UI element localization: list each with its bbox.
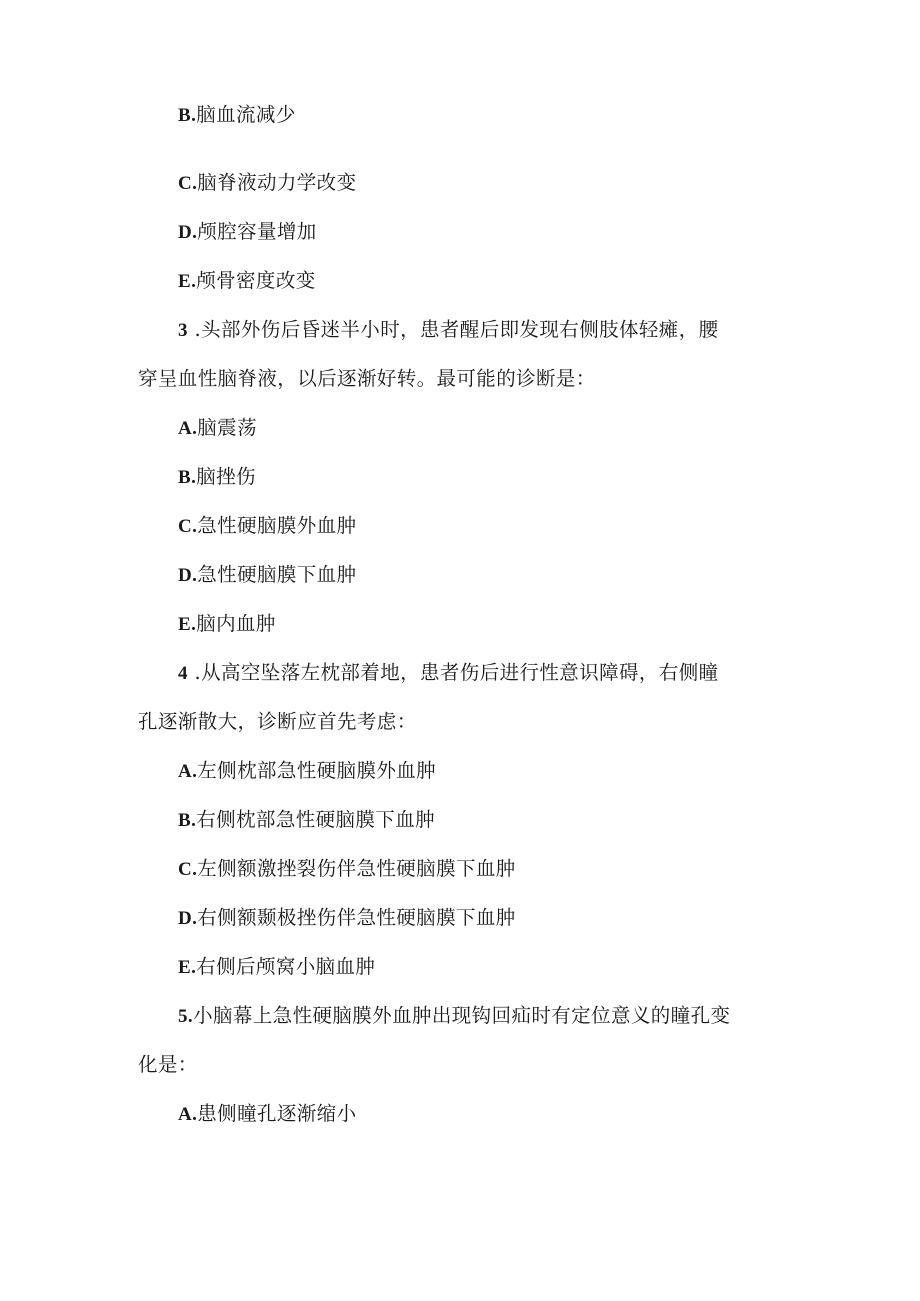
option-text: 颅骨密度改变 [196,269,316,292]
q3-option-d [178,562,356,589]
q3-option-b [178,464,256,491]
option-letter: A. [178,761,198,782]
q3-stem-line1 [178,317,719,344]
option-letter: E. [178,271,197,292]
q4-option-e [178,954,375,981]
option-text: 急性硬脑膜下血肿 [197,563,357,586]
option-text: 脑挫伤 [196,465,256,488]
question-number: 4 [178,663,188,684]
question-text: .头部外伤后昏迷半小时，患者醒后即发现右侧肢体轻瘫，腰 [187,318,719,341]
q3-option-e [178,611,276,638]
q2-option-e [178,268,316,295]
q4-stem-line1 [178,660,719,687]
q4-option-a [178,758,436,785]
option-text: 患侧瞳孔逐渐缩小 [197,1102,357,1125]
option-letter: C. [178,859,198,880]
option-text: 颅腔容量增加 [197,220,317,243]
q5-option-a [178,1101,356,1128]
option-text: 脑震荡 [197,416,257,439]
option-letter: A. [178,1104,198,1125]
q4-option-c [178,856,516,883]
q5-stem-line2: 化是： [138,1053,198,1076]
option-text: 脑脊液动力学改变 [197,171,357,194]
option-letter: E. [178,957,197,978]
option-letter: B. [178,105,197,126]
q4-option-d [178,905,516,932]
q3-option-c [178,513,356,540]
question-text: 小脑幕上急性硬脑膜外血肿出现钩回疝时有定位意义的瞳孔变 [193,1004,731,1027]
option-letter: B. [178,810,197,831]
option-letter: B. [178,467,197,488]
option-letter: C. [178,516,198,537]
q4-option-b [178,807,435,834]
option-letter: A. [178,418,198,439]
option-text: 右侧后颅窝小脑血肿 [196,955,376,978]
q3-option-a [178,415,257,442]
option-letter: D. [178,222,198,243]
question-number: 3 [178,320,188,341]
option-letter: D. [178,565,198,586]
q2-option-d [178,219,317,246]
option-letter: D. [178,908,198,929]
option-letter: E. [178,614,197,635]
question-number: 5. [178,1006,194,1027]
option-text: 急性硬脑膜外血肿 [197,514,357,537]
question-text: .从高空坠落左枕部着地，患者伤后进行性意识障碍，右侧瞳 [187,661,719,684]
option-text: 脑血流减少 [196,103,296,126]
option-text: 右侧枕部急性硬脑膜下血肿 [196,808,436,831]
q2-option-c [178,170,356,197]
option-text: 左侧额激挫裂伤伴急性硬脑膜下血肿 [197,857,516,880]
option-letter: C. [178,173,198,194]
q4-stem-line2: 孔逐渐散大，诊断应首先考虑： [138,710,417,733]
option-text: 左侧枕部急性硬脑膜外血肿 [197,759,437,782]
option-text: 右侧额颞极挫伤伴急性硬脑膜下血肿 [197,906,516,929]
option-text: 脑内血肿 [196,612,276,635]
q5-stem-line1 [178,1003,730,1030]
q2-option-b [178,102,296,129]
q3-stem-line2: 穿呈血性脑脊液，以后逐渐好转。最可能的诊断是： [138,367,596,390]
